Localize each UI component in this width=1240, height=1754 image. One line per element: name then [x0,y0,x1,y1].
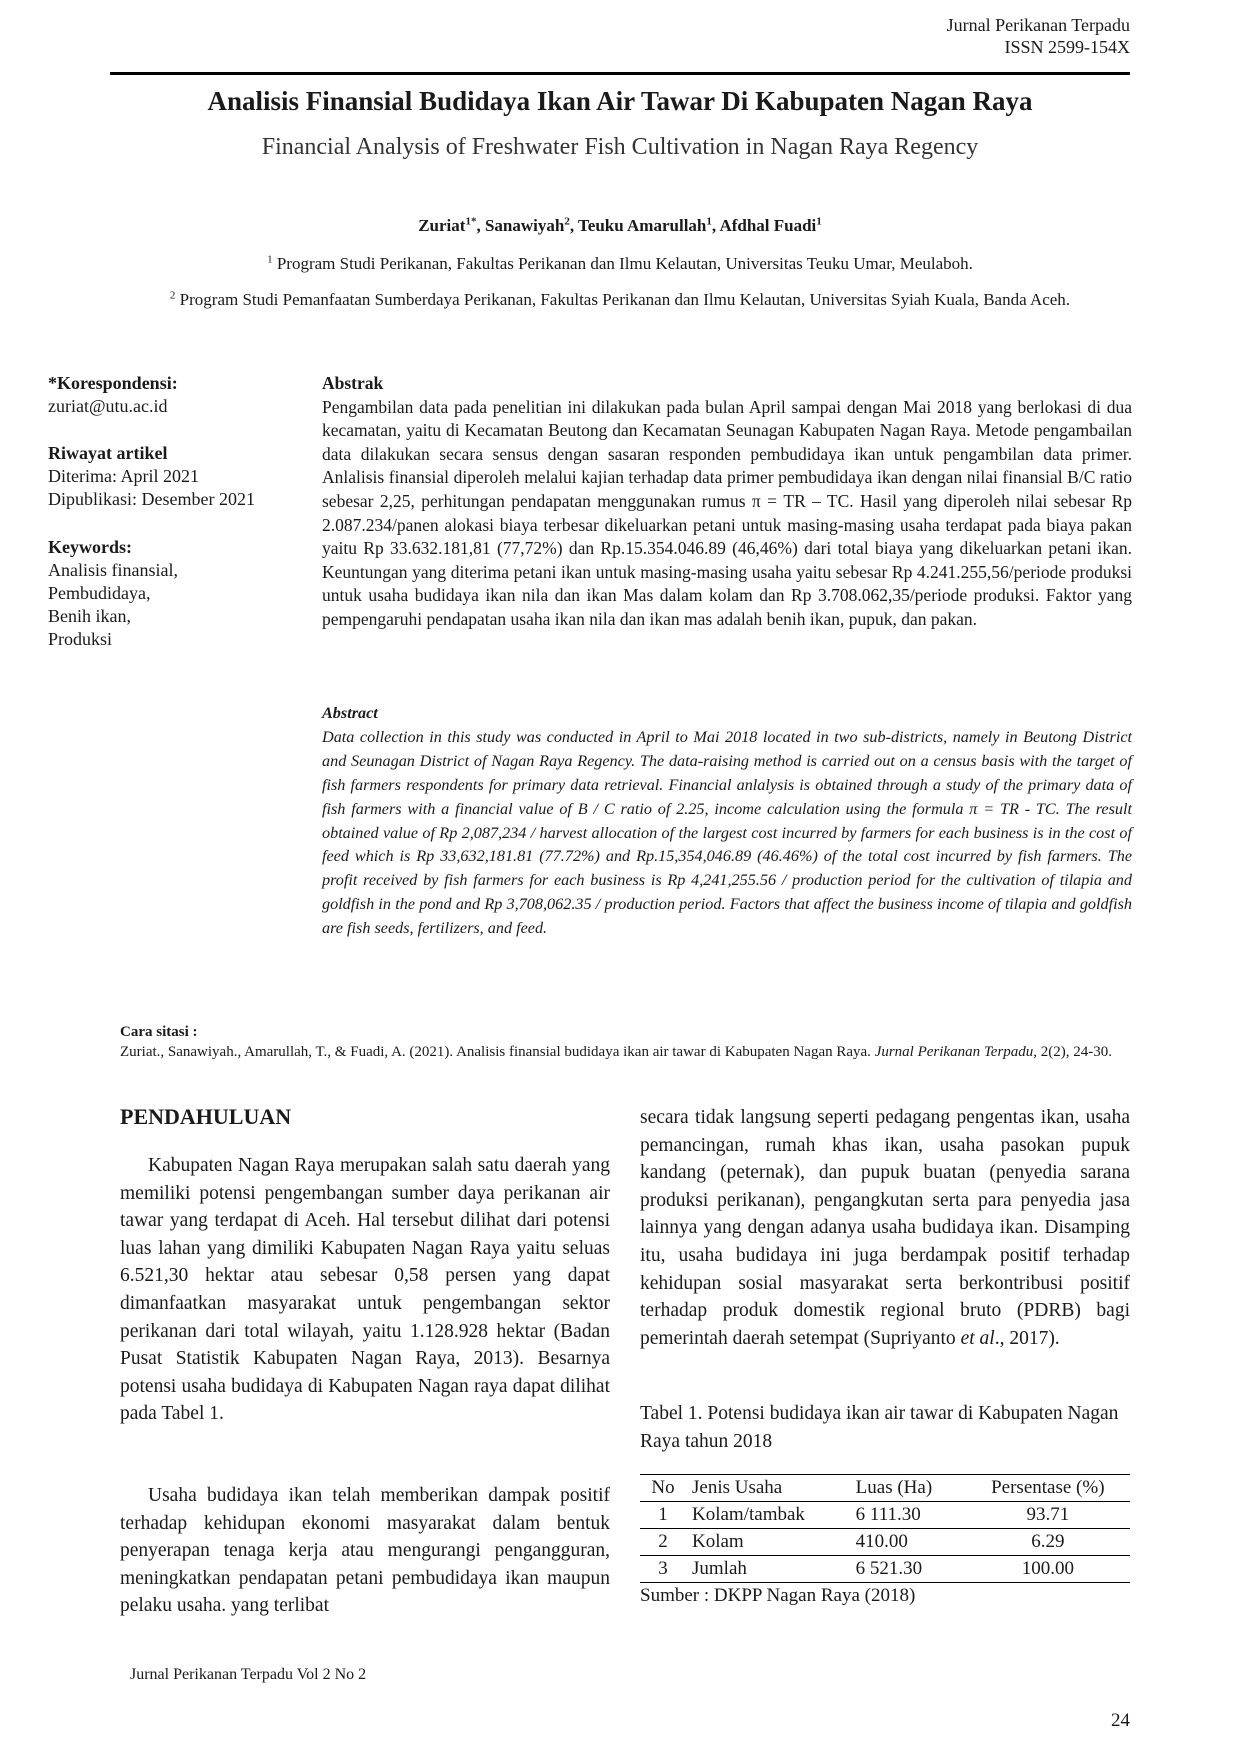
abstract-english [322,702,1132,941]
citation-journal: Jurnal Perikanan Terpadu [874,1044,1034,1060]
abstract-id-heading: Abstrak [322,373,384,393]
table-source: Sumber : DKPP Nagan Raya (2018) [640,1585,916,1606]
cell: Kolam/tambak [692,1504,805,1525]
col-header: No [651,1477,675,1498]
correspondence-heading: *Korespondensi: [48,373,178,393]
cell: 3 [658,1558,668,1579]
citation-heading: Cara sitasi : [120,1024,198,1040]
author-list: Zuriat$^{1*}$, Sanawiyah$^2$, Teuku Amarullah$^1$, Afdhal Fuadi$^1$ [418,215,822,235]
table-row [640,1502,1130,1529]
cell: 6 521.30 [855,1558,923,1579]
citation-block [120,1022,1130,1062]
citation-rest: , 2(2), 24-30. [1033,1044,1113,1060]
author: Afdhal Fuadi$^1$ [719,215,822,235]
keywords-heading: Keywords: [48,537,132,557]
page-number: 24 [1111,1710,1130,1731]
cell: Kolam [692,1531,744,1552]
author: Sanawiyah$^2$ [484,215,570,235]
citation-text: Zuriat., Sanawiyah., Amarullah, T., & Fuadi, A. (2021). Analisis finansial budidaya ikan air tawar di Kabupaten Nagan Raya. [120,1044,875,1060]
paper-title: Analisis Finansial Budidaya Ikan Air Tawar Di Kabupaten Nagan Raya [207,86,1033,116]
history-heading: Riwayat artikel [48,443,168,463]
cell: Jumlah [692,1558,747,1579]
correspondence-email[interactable]: zuriat@utu.ac.id [48,396,168,416]
intro-paragraph-1: Kabupaten Nagan Raya merupakan salah satu daerah yang memiliki potensi pengembangan sumber daya perikanan air tawar yang terdapat di Aceh. Hal tersebut dilihat dari potensi luas lahan yang dimiliki Kabupaten Nagan Raya yaitu seluas 6.521,30 hektar atau sebesar 0,58 persen yang dapat dimanfaatkan masyarakat untuk pengembangan sektor perikanan dari total wilayah, yaitu 1.128.928 hektar (Badan Pusat Statistik Kabupaten Nagan Raya, 2013). Besarnya potensi usaha budidaya di Kabupaten Nagan raya dapat dilihat pada Tabel 1. [120,1155,610,1425]
author: Teuku Amarullah$^1$ [578,215,712,235]
table-row [640,1556,1130,1583]
keyword: Pembudidaya, [48,583,151,603]
table-row [640,1529,1130,1556]
footer-journal: Jurnal Perikanan Terpadu Vol 2 No 2 [130,1666,367,1683]
keywords-block [48,536,288,651]
article-history [48,442,288,511]
published-date: Dipublikasi: Desember 2021 [48,489,255,509]
affiliation-1: $^1$ Program Studi Perikanan, Fakultas Perikanan dan Ilmu Kelautan, Universitas Teuku Umar, Meulaboh. [267,253,973,273]
paper-subtitle: Financial Analysis of Freshwater Fish Cultivation in Nagan Raya Regency [261,134,979,160]
intro-paragraph-2: Usaha budidaya ikan telah memberikan dampak positif terhadap kehidupan ekonomi masyarakat dalam bentuk penyerapan tenaga kerja atau mengurangi pengangguran, meningkatkan pendapatan petani pembudidaya ikan maupun pelaku usaha. yang terlibat [120,1485,610,1617]
keyword: Produksi [48,629,113,649]
cell: 93.71 [1026,1504,1070,1525]
table-header-row [640,1475,1130,1502]
journal-name: Jurnal Perikanan Terpadu [946,15,1130,35]
keyword: Analisis finansial, [48,560,178,580]
cell: 410.00 [855,1531,908,1552]
keyword: Benih ikan, [48,606,131,626]
running-header [947,14,1130,58]
author: Zuriat$^{1*}$ [418,215,477,235]
abstract-en-heading: Abstract [322,704,378,722]
cell: 6.29 [1031,1531,1065,1552]
cell: 2 [658,1531,668,1552]
col-header: Persentase (%) [991,1477,1105,1498]
right-paragraph-1: secara tidak langsung seperti pedagang pengentas ikan, usaha pemancingan, rumah khas ikan, usaha pasokan pupuk kandang (peternak), dan pupuk buatan (penyedia sarana produksi perikanan), pengangkutan serta para penyedia jasa lainnya yang dengan adanya usaha budidaya ikan. Disamping itu, usaha budidaya ini juga berdampak positif terhadap kehidupan sosial masyarakat serta berkontribusi positif terhadap produk domestik regional bruto (PDRB) bagi pemerintah daerah setempat (Supriyanto et al., 2017). [640,1107,1130,1349]
issn: ISSN 2599-154X [1004,37,1130,57]
abstract-indonesian [322,372,1132,632]
header-rule [110,72,1130,75]
section-heading: PENDAHULUAN [120,1104,292,1129]
table-1 [640,1474,1130,1607]
affiliation-2: $^2$ Program Studi Pemanfaatan Sumberdaya Perikanan, Fakultas Perikanan dan Ilmu Kelautan, Universitas Syiah Kuala, Banda Aceh. [169,289,1071,309]
cell: 1 [658,1504,668,1525]
abstract-id-text: Pengambilan data pada penelitian ini dilakukan pada bulan April sampai dengan Mai 2018 yang berlokasi di dua kecamatan, yaitu di Kecamatan Beutong dan Kecamatan Seunagan Kabupaten Nagan Raya. Metode pengambailan data dilakukan secara sensus dengan sasaran responden pembudidaya ikan untuk pengambilan data primer. Anlalisis finansial diperoleh melalui kajian terhadap data primer pembudidaya ikan dengan nilai finansial B/C ratio sebesar 2,25, perhitungan pendapatan menggunakan rumus π = TR – TC. Hasil yang diperoleh nilai sebesar Rp 2.087.234/panen alokasi biaya terbesar dikeluarkan petani untuk masing-masing usaha terdapat pada biaya pakan yaitu Rp 33.632.181,81 (77,72%) dan Rp.15.354.046.89 (46,46%) dari total biaya yang dikeluarkan petani ikan. Keuntungan yang diterima petani ikan untuk masing-masing usaha yaitu sebesar Rp 4.241.255,56/periode produksi untuk usaha budidaya ikan nila dan ikan Mas dalam kolam dan Rp 3.708.062,35/periode produksi. Faktor yang pempengaruhi pendapatan usaha ikan nila dan ikan mas adalah benih ikan, pupuk, dan pakan. [322,396,1132,629]
col-header: Luas (Ha) [855,1477,933,1498]
abstract-en-text: Data collection in this study was conducted in April to Mai 2018 located in two sub-districts, namely in Beutong District and Seunagan District of Nagan Raya Regency. The data-raising method is carried out on a census basis with the target of fish farmers respondents for primary data retrieval. Financial anlalysis is obtained through a study of the primary data of fish farmers with a financial value of B / C ratio of 2.25, income calculation using the formula π = TR - TC. The result obtained value of Rp 2,087,234 / harvest allocation of the largest cost incurred by farmers for each business is in the cost of feed which is Rp 33,632,181.81 (77.72%) and Rp.15,354,046.89 (46.46%) of the total cost incurred by fish farmers. The profit received by fish farmers for each business is Rp 4,241,255.56 / production period for the cultivation of tilapia and goldfish in the pond and Rp 3,708,062.35 / production period. Factors that affect the business income of tilapia and goldfish are fish seeds, fertilizers, and feed. [322,727,1132,938]
data-table [640,1474,1130,1583]
cell: 100.00 [1021,1558,1074,1579]
col-header: Jenis Usaha [692,1477,783,1498]
cell: 6 111.30 [855,1504,921,1525]
received-date: Diterima: April 2021 [48,466,199,486]
correspondence-block [48,372,288,418]
table-caption: Tabel 1. Potensi budidaya ikan air tawar di Kabupaten Nagan Raya tahun 2018 [640,1403,1119,1452]
